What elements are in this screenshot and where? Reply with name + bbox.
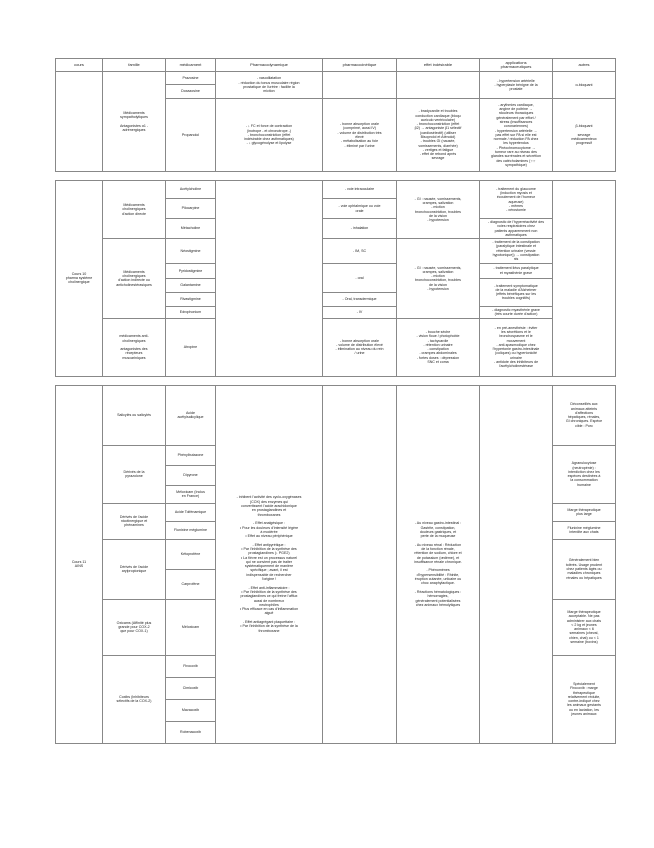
drug-cell: Carprofène <box>166 569 216 599</box>
famille-cell: Dérivés de la pyrazolone <box>103 445 166 503</box>
autres-cell: Marge thérapeutique plus large <box>553 503 616 521</box>
drug-cell: Cimicoxib <box>166 677 216 699</box>
famille-cell: médicaments anti- cholinergiques antagonistes des récepteurs muscariniques <box>103 318 166 376</box>
cours-cell: Cours 10 pharma système cholinergique <box>56 181 103 377</box>
table-row <box>56 318 616 376</box>
drug-cell: Galantamine <box>166 278 216 292</box>
ei-cell: - bradycardie et troubles conduction cardiaque (bloqu auriculo ventriculaire) - bronchoconstriction (effet β2) → antagoniste β1 sélectif (cardiosélectif) (utiliser Bisoprolol et Aténolol) - troubles GI (nausée, vomissements, diarrhée) - vertiges et fatigue - effet de rebond après sevrage <box>397 99 480 172</box>
drug-cell: Robenacoxib <box>166 721 216 743</box>
header-cell: cours <box>56 59 103 72</box>
drug-cell: Firocoxib <box>166 655 216 677</box>
famille-cell: Dérivés de l'acide arylpropionique <box>103 539 166 599</box>
app-cell: - en pré-anesthésie : éviter les sécrétions et le bronchospasme et le mouvement - anti-spasmodique chez l'hypertonie gastro-intestinale (coliques) ou hypertonicité urinaire - antidote des inhibiteurs de l'acétylcholinestérase <box>480 318 553 376</box>
pk-cell <box>323 72 397 99</box>
drug-cell: Edrophonium <box>166 306 216 318</box>
drug-cell: Métacholine <box>166 219 216 239</box>
autres-cell: Généralement bien tolérés. Usage prudent chez patients âgés ou maladies chroniques rénales ou hépatiques <box>553 539 616 599</box>
drug-cell: Kétoprofène <box>166 539 216 569</box>
drug-cell: Phénylbutazone <box>166 445 216 465</box>
pk-cell: - IM, SC <box>323 239 397 263</box>
header-cell: médicament <box>166 59 216 72</box>
autres-cell: Agranulocytose (neutropénie) : interdiction chez les espèces destinées à la consommation humaine <box>553 445 616 503</box>
app-cell <box>480 385 553 743</box>
header-cell: applications pharmaceutiques <box>480 59 553 72</box>
pk-cell <box>323 385 397 743</box>
header-cell: pharmacocinétique <box>323 59 397 72</box>
header-cell: famille <box>103 59 166 72</box>
autres-cell: β-bloquant sevrage médicamenteux progressif <box>553 99 616 172</box>
drug-cell: Pilocarpine <box>166 199 216 219</box>
drug-cell: Acétylcholine <box>166 181 216 199</box>
autres-cell: Flunixine méglumine interdite aux chats <box>553 521 616 539</box>
header-row <box>56 59 616 72</box>
famille-cell: Oxicams (Affinité plus grande pour COX-2 que pour COX-1) <box>103 599 166 655</box>
spacer-cell <box>56 376 616 385</box>
app-cell: - traitement iléus paralytique et myasthénie grave <box>480 263 553 278</box>
famille-cell: Salicylés ou salicylés <box>103 385 166 445</box>
drug-cell: Méloxicam <box>166 599 216 655</box>
header-cell: autres <box>553 59 616 72</box>
pk-cell: - IV <box>323 306 397 318</box>
ei-cell: - bouche sèche - vision floue / photophobie - tachycardie - rétention urinaire - constipation - crampes abdominales - fortes doses : dépression SNC et coma <box>397 318 480 376</box>
pk-cell: - inhalation <box>323 219 397 239</box>
header-cell: Pharmacodynamique <box>216 59 323 72</box>
app-cell: - arythmies cardiaque, angine de poitrine → rdouleurs thoraciques généralement par effort / stress (insuffisances coronariennes) - hypertension artérielle → pas effet sur PA si elle est normale / réduction PA chez les hypertendus - Phéochromocytome → tumeur rare au niveau des glandes surrénales et sécrétion des catécholamines (↑↑↑ sympathique) <box>480 99 553 172</box>
app-cell: - hypertension artérielle - hyperplasie bénigne de la prostate <box>480 72 553 99</box>
famille-cell: Coxibs (Inhibiteurs sélectifs de la COX-2) <box>103 655 166 743</box>
app-cell: - diagnostic de l'hyperréactivité des voies respiratoires chez patients apparemment non asthmatiques <box>480 219 553 239</box>
drug-cell: Pyridostigmine <box>166 263 216 278</box>
drug-cell: Prazosine <box>166 72 216 85</box>
drug-cell: Acide acétylsalicylique <box>166 385 216 445</box>
pk-cell: - voie ophtalmique ou voie orale <box>323 199 397 219</box>
app-cell: - traitement symptomatique de la maladie d'Alzheimer (effets bénéfiques sur les troubles cognitifs) <box>480 278 553 306</box>
table-row <box>56 181 616 199</box>
pk-cell: - bonne absorption orale - volume de distribution élevé - élimination au niveau du rein / urine <box>323 318 397 376</box>
drug-cell: Mavacoxib <box>166 699 216 721</box>
drug-cell: Flunixine méglumine <box>166 521 216 539</box>
spacer-row <box>56 172 616 181</box>
pd-cell: - vasodilatation - réduction du tonus musculaire région prostatique de l'urètre : facilite la miction <box>216 72 323 99</box>
spacer-cell <box>56 172 616 181</box>
pk-cell: - voie intraoculaire <box>323 181 397 199</box>
drug-cell: Rivastigmine <box>166 292 216 306</box>
famille-cell: Dérivés de l'acide nicotinergique et phénamines <box>103 503 166 539</box>
pharma-table <box>55 58 616 744</box>
drug-cell: Atropine <box>166 318 216 376</box>
header-cell: effet indésirable <box>397 59 480 72</box>
ei-cell: - GI : nausée, vomissements, crampes, salivation - miction bronchoconstriction, troubles de la vision - hypotension <box>397 181 480 239</box>
pk-cell: - Oral, transdermique <box>323 292 397 306</box>
autres-cell: Marge thérapeutique acceptable. Ne pas administrer aux chats < 2 kg et jeunes animaux < 6 semaines (cheval, chien, chat) ou < 1 semaine (bovins) <box>553 599 616 655</box>
drug-cell: Propanolol <box>166 99 216 172</box>
pd-cell <box>216 181 323 377</box>
table-row <box>56 239 616 263</box>
app-cell: - traitement de la constipation (paralytique intestinale et rétention urinaire (vessie hypotonique)) → constipation nis <box>480 239 553 263</box>
famille-cell: Médicaments sympatholytiques Antagonistes α1 - adrénergiques <box>103 72 166 172</box>
autres-cell: Déconseillés aux animaux atteints d'affections hépatiques, rénales, GI chroniques. Espèce cible : Porc <box>553 385 616 445</box>
drug-cell: Acide Tolfénamique <box>166 503 216 521</box>
autres-cell: Spécialement Firocoxib : marge thérapeutique relativement réduite, contre-indiqué chez les animaux gestants ou en lactation, les jeunes animaux <box>553 655 616 743</box>
app-cell: - traitement du glaucome (induction myosis et écoulement de l'humeur aqueuse) - mêmes - xérostomie <box>480 181 553 219</box>
table-row <box>56 385 616 445</box>
famille-cell: Médicaments cholinergiques d'action indirecte ou anticholinestérasiques <box>103 239 166 318</box>
cours-cell <box>56 72 103 172</box>
ei-cell: - Au niveau gastro-intestinal : Gastrite, constipation, douleurs gastriques, et perte de la muqueuse - Au niveau rénal : Réduction de la fonction rénale, rétention de sodium, chlore et de potassium (œdème), et insuffisance rénale chronique. - Phénomènes d'hypersensibilité : Rhinite, éruption cutanée, urticaire ou choc anaphylactique. - Réactions hématologiques : hémorragies, généralement potentialisées chez animaux hémolytiques <box>397 385 480 743</box>
drug-cell: Doxazosine <box>166 85 216 99</box>
pd-cell: - inhibent l'activité des cyclo-oxygénases (COX) des enzymes qui convertissent l'acide arachidonique en prostaglandines et thromboxanes - Effet analgésique : • Pour les douleurs d'intensité légère à modérée • Effet au niveau périphérique - Effet antipyrétique : • Par l'inhibition de la synthèse des prostaglandines (↓ PGE2) • La fièvre est un processus naturel qui ne convient pas de traiter systématiquement de manière spécifique ; avant, il est indispensable de rechercher l'origine ! - Effet anti-inflammatoire : • Par l'inhibition de la synthèse des prostaglandines ce qui freine l'afflux aussi de nombreux neutrophiles • Plus efficace en cas d'inflammation aiguë - Effet antiagrégant plaquettaire : • Par l'inhibition de la synthèse de la thromboxane <box>216 385 323 743</box>
spacer-row <box>56 376 616 385</box>
famille-cell: Médicaments cholinergiques d'action directe <box>103 181 166 239</box>
cours-cell: Cours 11 AINS <box>56 385 103 743</box>
autres-cell <box>553 181 616 377</box>
drug-cell: Méloxicam (Inclus en France) <box>166 485 216 503</box>
table-row <box>56 72 616 85</box>
drug-cell: Dipyrone <box>166 465 216 485</box>
ei-cell: - GI : nausée, vomissements, crampes, salivation - miction bronchoconstriction, troubles de la vision - hypotension <box>397 239 480 318</box>
ei-cell <box>397 72 480 99</box>
autres-cell: α-bloquant <box>553 72 616 99</box>
pd-cell: - ↓ FC et force de contraction (inotrope - et chronotrope -) - bronchoconstriction (effet indésirable chez asthmatiques) - ↓ glycogénolyse et lipolyse <box>216 99 323 172</box>
pk-cell: - oral <box>323 263 397 292</box>
app-cell: - diagnostic myasthénie grave (très courte durée d'action) <box>480 306 553 318</box>
drug-cell: Néostigmine <box>166 239 216 263</box>
pk-cell: - bonne absorption orale (comprimé, aussi IV) - volume de distribution très élevé - métabolisation au foie - éliminé par l'urine <box>323 99 397 172</box>
